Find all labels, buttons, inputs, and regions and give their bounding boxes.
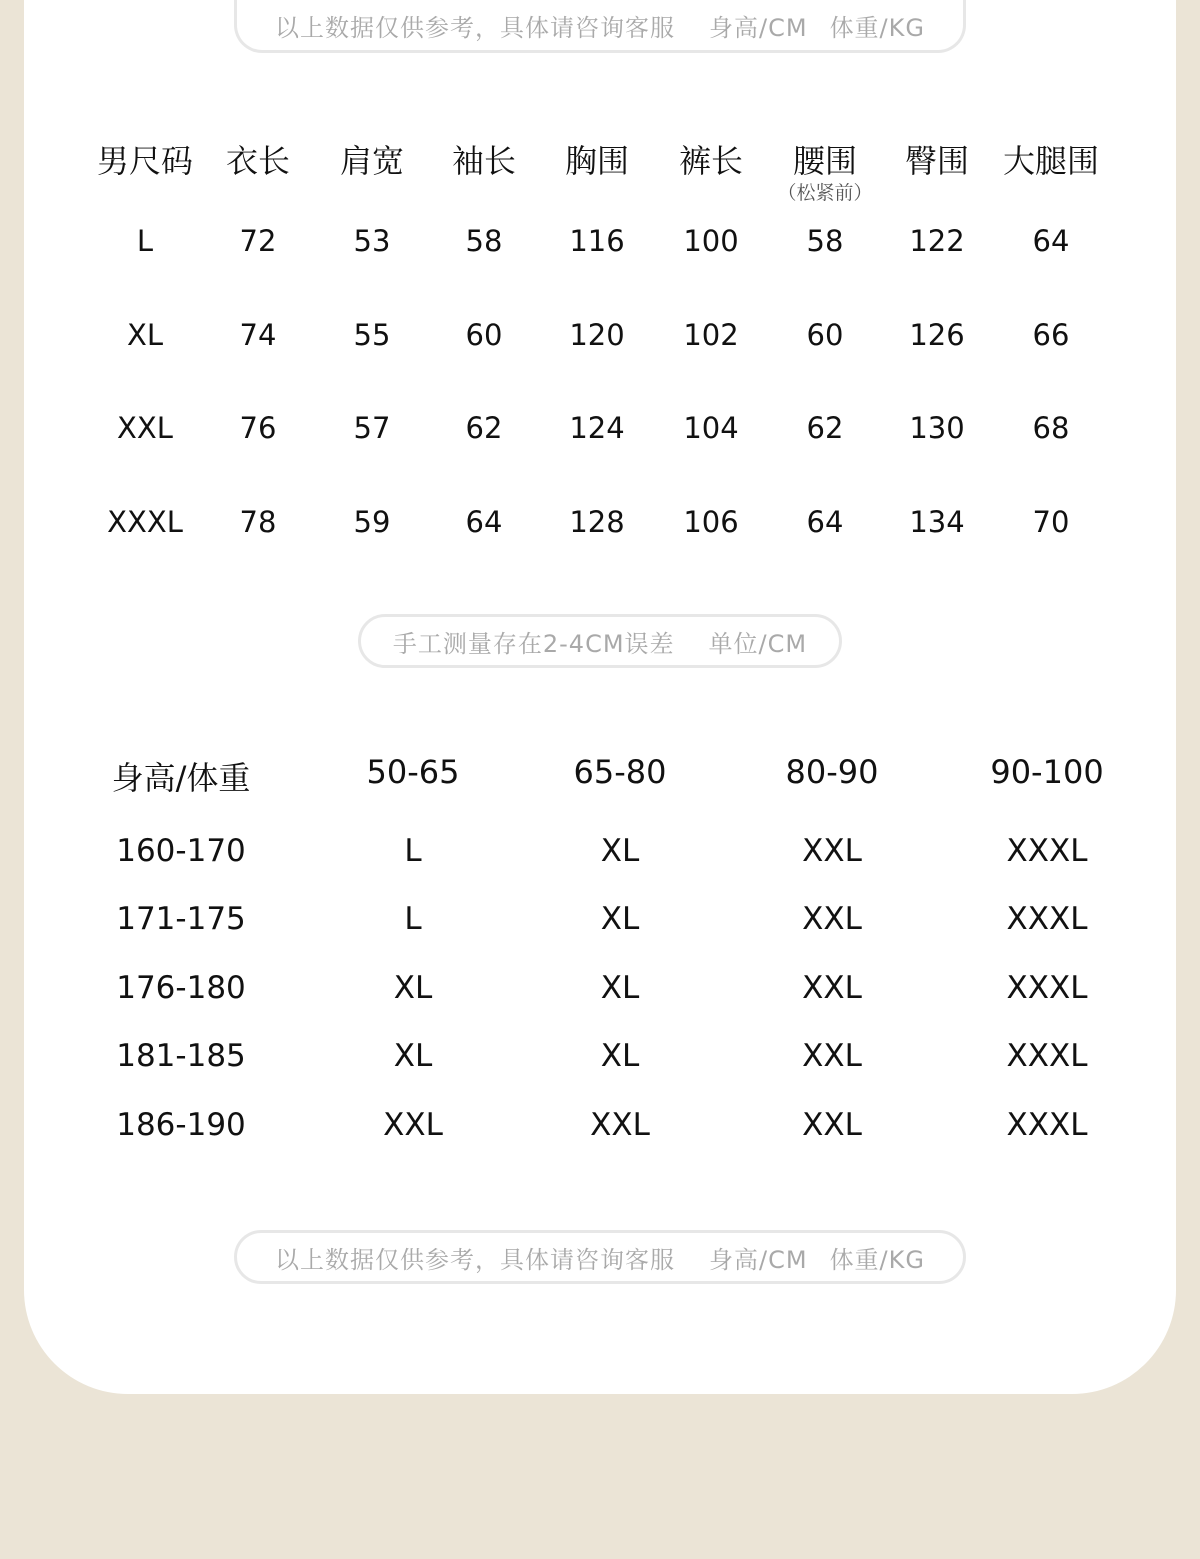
table-cell: 59	[353, 505, 391, 539]
waist-note: （松紧前）	[777, 182, 873, 204]
header-height-weight: 身高/体重	[111, 759, 251, 797]
table-cell: 116	[569, 224, 625, 258]
unit-label: 单位/CM	[708, 629, 808, 658]
table-cell: 100	[683, 224, 739, 258]
height-unit-label: 身高/CM	[709, 1245, 808, 1274]
table-cell: XXL	[117, 411, 173, 445]
header-weight-range: 50-65	[366, 753, 460, 791]
table-cell: 102	[683, 318, 739, 352]
table-cell: XL	[126, 318, 164, 352]
reference-note-bottom	[234, 1230, 966, 1284]
error-note-text: 手工测量存在2-4CM误差	[392, 629, 675, 658]
table-cell: 76	[239, 411, 277, 445]
table-cell: XL	[600, 901, 640, 937]
header-sleeve: 袖长	[451, 142, 517, 180]
measurement-error-note	[358, 614, 842, 668]
table-cell: XXXL	[1006, 901, 1088, 937]
header-length: 衣长	[225, 142, 291, 180]
table-cell: 78	[239, 505, 277, 539]
table-cell: 53	[353, 224, 391, 258]
table-cell: 64	[465, 505, 503, 539]
table-cell: XL	[600, 970, 640, 1006]
table-cell: 62	[806, 411, 844, 445]
header-shoulder: 肩宽	[339, 142, 405, 180]
table-cell: XXL	[802, 833, 862, 869]
table-cell: XXL	[802, 901, 862, 937]
size-chart-card	[24, 0, 1176, 1394]
table-cell: 171-175	[116, 901, 246, 937]
table-cell: XXL	[383, 1107, 443, 1143]
table-cell: 57	[353, 411, 391, 445]
table-cell: 120	[569, 318, 625, 352]
table-cell: 64	[1032, 224, 1070, 258]
table-cell: 126	[909, 318, 965, 352]
reference-note-text: 以上数据仅供参考，具体请咨询客服	[275, 13, 675, 42]
table-cell: XXL	[802, 970, 862, 1006]
weight-unit-label: 体重/KG	[829, 13, 925, 42]
table-cell: 104	[683, 411, 739, 445]
table-cell: 186-190	[116, 1107, 246, 1143]
table-cell: 58	[806, 224, 844, 258]
header-thigh: 大腿围	[1002, 142, 1100, 180]
table-cell: XXXL	[1006, 833, 1088, 869]
table-cell: 176-180	[116, 970, 246, 1006]
table-cell: XXXL	[1006, 1038, 1088, 1074]
table-cell: XXL	[590, 1107, 650, 1143]
header-weight-range: 80-90	[785, 753, 879, 791]
table-cell: 134	[909, 505, 965, 539]
height-unit-label: 身高/CM	[709, 13, 808, 42]
table-cell: 64	[806, 505, 844, 539]
reference-note-text: 以上数据仅供参考，具体请咨询客服	[275, 1245, 675, 1274]
reference-note-top	[234, 0, 966, 53]
table-cell: 68	[1032, 411, 1070, 445]
table-cell: 74	[239, 318, 277, 352]
table-cell: 72	[239, 224, 277, 258]
table-cell: 62	[465, 411, 503, 445]
table-cell: 70	[1032, 505, 1070, 539]
table-cell: 58	[465, 224, 503, 258]
header-size: 男尺码	[96, 142, 194, 180]
table-cell: L	[404, 833, 422, 869]
table-cell: XL	[393, 1038, 433, 1074]
table-cell: 60	[465, 318, 503, 352]
table-cell: XXL	[802, 1107, 862, 1143]
table-cell: 181-185	[116, 1038, 246, 1074]
table-cell: XL	[393, 970, 433, 1006]
table-cell: 124	[569, 411, 625, 445]
table-cell: 55	[353, 318, 391, 352]
table-cell: 122	[909, 224, 965, 258]
table-cell: L	[404, 901, 422, 937]
table-cell: XL	[600, 833, 640, 869]
header-hip: 臀围	[904, 142, 970, 180]
table-cell: 66	[1032, 318, 1070, 352]
header-weight-range: 90-100	[990, 753, 1104, 791]
header-chest: 胸围	[564, 142, 630, 180]
table-cell: XXXL	[1006, 970, 1088, 1006]
table-cell: 60	[806, 318, 844, 352]
table-cell: 106	[683, 505, 739, 539]
header-weight-range: 65-80	[573, 753, 667, 791]
header-waist: 腰围	[792, 142, 858, 180]
table-cell: XXL	[802, 1038, 862, 1074]
header-pants-length: 裤长	[678, 142, 744, 180]
table-cell: 160-170	[116, 833, 246, 869]
table-cell: XXXL	[107, 505, 183, 539]
table-cell: L	[136, 224, 154, 258]
weight-unit-label: 体重/KG	[829, 1245, 925, 1274]
table-cell: XXXL	[1006, 1107, 1088, 1143]
table-cell: 128	[569, 505, 625, 539]
table-cell: 130	[909, 411, 965, 445]
table-cell: XL	[600, 1038, 640, 1074]
